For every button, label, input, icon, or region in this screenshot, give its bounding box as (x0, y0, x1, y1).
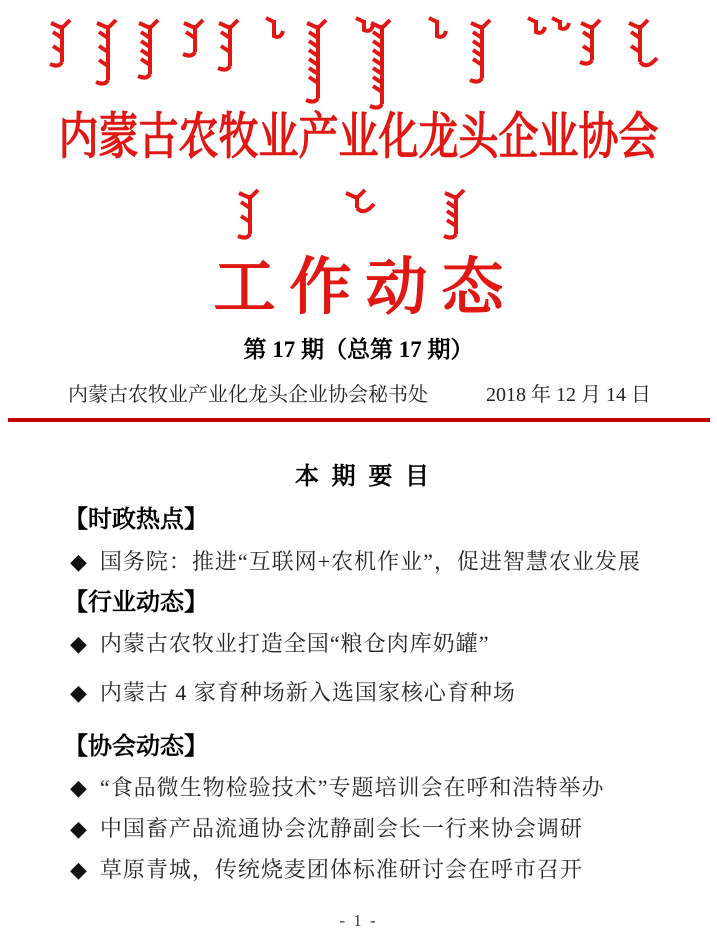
toc-content (64, 462, 657, 885)
diamond-bullet-icon: ◆ (70, 680, 88, 705)
mongolian-glyph (96, 20, 116, 84)
org-name-title: 内蒙古农牧业产业化龙头企业协会 (58, 108, 659, 165)
toc-item-text: 内蒙古 4 家育种场新入选国家核心育种场 (99, 680, 516, 705)
mongolian-glyph (370, 20, 390, 108)
toc-item (70, 814, 657, 844)
toc-heading: 本 期 要 目 (294, 463, 432, 490)
mongolian-glyph (580, 20, 600, 64)
toc-item (70, 678, 657, 708)
section-label-current-politics: 【时政热点】 (64, 506, 208, 533)
section-label-industry-news: 【行业动态】 (64, 589, 208, 616)
mongolian-glyph (629, 20, 657, 65)
toc-item-text: 中国畜产品流通协会沈静副会长一行来协会调研 (99, 816, 583, 841)
publisher-line (68, 378, 651, 407)
toc-item (70, 855, 657, 885)
mongolian-glyph (50, 20, 70, 66)
red-divider-rule (8, 418, 710, 422)
publisher-name: 内蒙古农牧业产业化龙头企业协会秘书处 (68, 384, 428, 406)
mongolian-glyph (346, 190, 374, 211)
toc-item-text: 草原青城，传统烧麦团体标准研讨会在呼市召开 (99, 857, 583, 882)
diamond-bullet-icon: ◆ (70, 775, 88, 800)
mongolian-glyph (218, 20, 238, 70)
mongolian-glyph (138, 20, 158, 78)
diamond-bullet-icon: ◆ (70, 816, 88, 841)
toc-item-text: 国务院：推进“互联网+农机作业”，促进智慧农业发展 (99, 549, 641, 574)
mongolian-glyph (306, 20, 326, 102)
mongolian-glyph (183, 20, 203, 56)
diamond-bullet-icon: ◆ (70, 857, 88, 882)
diamond-bullet-icon: ◆ (70, 631, 88, 656)
toc-item-text: “食品微生物检验技术”专题培训会在呼和浩特举办 (99, 775, 605, 800)
mongolian-glyph (238, 190, 258, 238)
toc-item-text: 内蒙古农牧业打造全国“粮仓肉库奶罐” (99, 631, 490, 656)
toc-item (70, 773, 657, 803)
mongolian-glyph (470, 20, 490, 82)
section-label-association-news: 【协会动态】 (64, 733, 208, 760)
mongolian-glyph (266, 18, 283, 37)
mongolian-glyph (429, 18, 446, 37)
bulletin-title: 工作动态 (213, 254, 518, 322)
page-number: - 1 - (339, 911, 378, 930)
issue-number: 第 17 期（总第 17 期） (243, 337, 474, 362)
diamond-bullet-icon: ◆ (70, 549, 88, 574)
toc-item (70, 629, 657, 659)
mongolian-glyph (444, 190, 464, 238)
mongolian-glyph (528, 18, 545, 33)
mongolian-glyph (552, 18, 569, 29)
publish-date: 2018 年 12 月 14 日 (486, 384, 651, 406)
toc-item (70, 547, 657, 577)
